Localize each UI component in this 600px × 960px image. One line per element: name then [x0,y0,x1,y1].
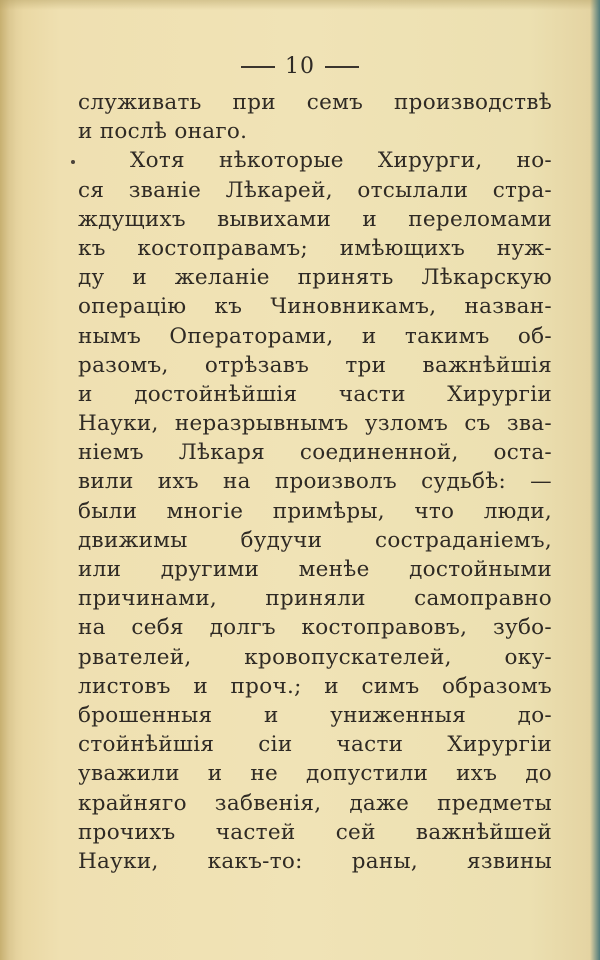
text-line: и послѣ онаго. [78,119,248,145]
text-line: къ костоправамъ; имѣющихъ нуж- [78,235,552,261]
page-number-text: 10 [285,54,315,79]
text-line: служивать при семъ производствѣ [78,90,552,115]
text-line: рвателей, кровопускателей, оку- [78,644,552,670]
text-line: были многіе примѣры, что люди, [78,498,552,524]
text-line: на себя долгъ костоправовъ, зубо- [78,615,552,641]
text-line: операцію къ Чиновникамъ, назван- [78,294,552,320]
text-line: крайняго забвенія, даже предметы [78,790,552,816]
text-line: брошенныя и униженныя до- [78,702,552,728]
text-line: листовъ и проч.; и симъ образомъ [78,673,552,699]
text-line: прочихъ частей сей важнѣйшей [78,819,552,845]
page-top-shadow [0,0,600,10]
text-line: движимы будучи состраданіемъ, [78,527,552,553]
left-dash [241,66,275,68]
text-line: стойнѣйшія сіи части Хирургіи [78,732,552,758]
text-line: ждущихъ вывихами и переломами [78,206,552,232]
ink-dot [71,160,75,164]
text-line: причинами, приняли самоправно [78,586,552,612]
text-line: ся званіе Лѣкарей, отсылали стра- [78,177,552,203]
text-line: уважили и не допустили ихъ до [78,761,552,787]
text-line: ду и желаніе принять Лѣкарскую [78,265,552,291]
text-line: Науки, какъ-то: раны, язвины [78,848,552,874]
text-line: вили ихъ на произволъ судьбѣ: — [78,469,552,495]
page-binding-edge [0,0,16,960]
text-line: ніемъ Лѣкаря соединенной, оста- [78,440,552,466]
page-number [0,54,600,79]
text-line: Хотя нѣкоторые Хирурги, но- [130,148,552,174]
text-line: нымъ Операторами, и такимъ об- [78,323,552,349]
right-dash [325,66,359,68]
text-line: Науки, неразрывнымъ узломъ съ зва- [78,411,552,437]
text-line: или другими менѣе достойными [78,557,552,582]
body-text [78,88,552,876]
page-right-edge [590,0,600,960]
text-line: разомъ, отрѣзавъ три важнѣйшія [78,352,552,378]
text-line: и достойнѣйшія части Хирургіи [78,381,552,407]
